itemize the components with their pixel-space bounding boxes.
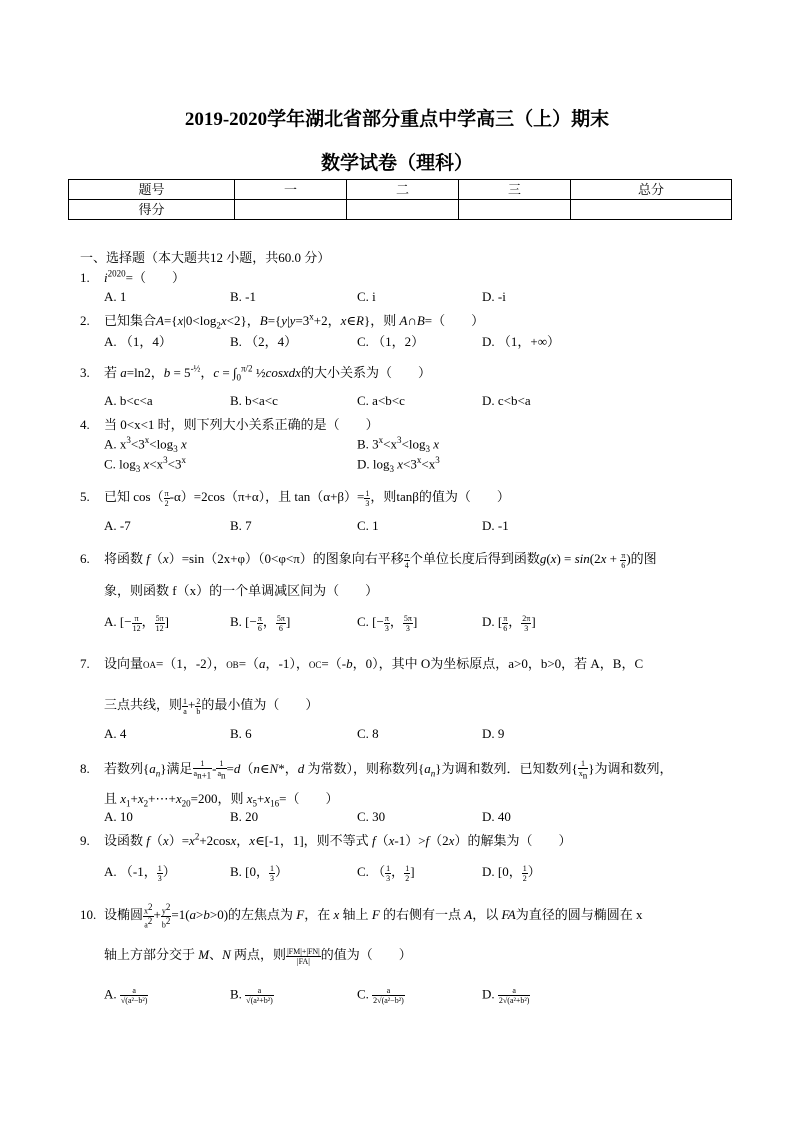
option-b: B. [0， $\frac{1}{3}$ ） xyxy=(230,863,289,883)
question-number: 5. xyxy=(80,489,90,504)
question-1: 1. $i^{2020}=$（ ） xyxy=(80,268,185,285)
option-d: D. 40 xyxy=(482,809,511,824)
score-header-cell: 总分 xyxy=(571,180,732,200)
option-d: D. 9 xyxy=(482,726,505,741)
option-d: D. $\frac{a}{\text{2√(a²+b²)}}$ xyxy=(482,986,530,1005)
option-d: D. -1 xyxy=(482,518,509,533)
question-number: 8. xyxy=(80,761,90,776)
option-c: C. [− $\frac{\pi}{3}$ ， $\frac{5\pi}{3}$ ] xyxy=(357,613,418,633)
score-cell[interactable] xyxy=(235,200,347,220)
option-d: D. [ $\frac{\pi}{6}$ ， $\frac{2\pi}{3}$ ] xyxy=(482,613,536,633)
question-10-line2: 轴上方部分交于 M、N 两点，则 $\frac{|FM|+|FN|}{|FA|}$ 的值为（ ） xyxy=(104,946,412,966)
score-table-row xyxy=(69,200,732,220)
section-title: 一、选择题（本大题共12 小题，共60.0 分） xyxy=(80,250,331,265)
question-stem: 已知集合 xyxy=(104,313,157,328)
score-cell[interactable] xyxy=(459,200,571,220)
option-c: C. （1，2） xyxy=(357,334,425,349)
option-b: B. [− $\frac{\pi}{6}$ ， $\frac{5\pi}{6}$ ] xyxy=(230,613,291,633)
score-table xyxy=(68,179,732,220)
option-d: D. -i xyxy=(482,289,506,304)
question-stem: 当 0<x<1 时，则下列大小关系正确的是（ ） xyxy=(104,417,379,432)
question-stem: ，则tanβ的值为（ ） xyxy=(370,489,510,504)
score-cell[interactable] xyxy=(347,200,459,220)
question-stem: 为直径的圆与椭圆在 x xyxy=(515,907,643,923)
question-stem: ，则 xyxy=(370,313,397,328)
question-8: 8. 若数列$\{a_n\}$满足 $\frac{1}{a_{n+1}}$ - $\frac{1}{a_n}$ =d（n∈N*，d 为常数），则称数列$\{a_n\}$为调和数列．已知数列{ $\frac{1}{x_n}$ }为调和数列， xyxy=(80,759,673,781)
option-d: D. [0， $\frac{1}{2}$ ） xyxy=(482,863,541,883)
option-a: A. $x^3<3^x<\log_3$ x xyxy=(104,435,187,454)
exam-title: 2019-2020学年湖北省部分重点中学高三（上）期末 xyxy=(184,109,610,130)
question-number: 6. xyxy=(80,551,90,566)
option-a: A. 4 xyxy=(104,726,127,741)
option-a: A. [− $\frac{\pi}{12}$ ， $\frac{5\pi}{12}$ ] xyxy=(104,613,169,633)
option-a: A. 10 xyxy=(104,809,133,824)
score-header-cell: 二 xyxy=(347,180,459,200)
question-6: 6. 将函数 f（x）=sin（2x+φ）（0<φ<π）的图象向右平移 $\frac{\pi}{4}$ 个单位长度后得到函数g(x) = sin(2x + $\frac{\pi}{6}$ )的图 xyxy=(80,550,657,570)
option-c: C. a<b<c xyxy=(357,393,405,408)
question-stem: 为调和数列， xyxy=(594,761,673,776)
option-d: D. c<b<a xyxy=(482,393,531,408)
option-b: B. b<a<c xyxy=(230,393,278,408)
option-c: C. 1 xyxy=(357,518,379,533)
option-b: B. （2，4） xyxy=(230,334,298,349)
question-8-line2: 且 $x_1+x_2+\cdots+x_{20}=200$，则 $x_5+x_{16}=$（ ） xyxy=(104,791,339,809)
option-c: C. i xyxy=(357,289,376,304)
question-10: 10. 设椭圆 $\frac{x^2}{a^2}$ + $\frac{y^2}{b^2}$ =1(a>b>0)的左焦点为 F，在 x 轴上 F 的右侧有一点 A，以 FA为直径的圆与椭圆在 x xyxy=(80,902,643,930)
score-cell[interactable] xyxy=(571,200,732,220)
option-a: A. $\frac{a}{\text{√(a²−b²)}}$ xyxy=(104,986,148,1005)
question-7-line2: 三点共线，则 $\frac{1}{a}$ + $\frac{2}{b}$ 的最小值为（ ） xyxy=(104,696,319,716)
option-b: B. $3^x<x^3<\log_3$ x xyxy=(357,435,439,454)
question-6-line2: 象，则函数 f（x）的一个单调减区间为（ ） xyxy=(104,583,379,598)
question-4 xyxy=(80,414,379,433)
option-d: D. $\log_3 x<3^x<x^3$ xyxy=(357,455,440,474)
question-number: 1. xyxy=(80,270,90,285)
question-number: 2. xyxy=(80,313,90,328)
question-number: 10. xyxy=(80,907,97,923)
option-b: B. 6 xyxy=(230,726,252,741)
question-stem: 的大小关系为（ ） xyxy=(300,365,431,380)
option-d: D. （1，+∞） xyxy=(482,334,560,349)
option-c: C. $\log_3 x<x^3<3^x$ xyxy=(104,455,187,474)
option-a: A. b<c<a xyxy=(104,393,153,408)
question-7: 7. 设向量OA=（1，-2），OB=（a，-1），OC=（-b，0），其中 O为坐标原点，a>0，b>0，若 A，B，C xyxy=(80,656,644,671)
option-a: A. （1，4） xyxy=(104,334,172,349)
question-3: 3. 若 a=ln2，$b = 5^{-\frac{1}{2}}$，$c = \int_0^{\pi/2}$ ½cosxdx的大小关系为（ ） xyxy=(80,363,431,383)
question-5: 5. 已知 cos（ $\frac{\pi}{2}$ -α）=2cos（π+α），且 tan（α+β）= $\frac{1}{3}$ ，则tanβ的值为（ ） xyxy=(80,488,510,508)
question-stem: 的解集为（ ） xyxy=(467,833,572,848)
question-2: 2. 已知集合$A=\{x|0<\log_2x<2\}$，$B=\{y|y=3^x+2$，x∈R}，则 A∩B=（ ） xyxy=(80,311,485,331)
question-stem: 的最小值为（ ） xyxy=(201,697,319,712)
question-9: 9. 设函数 $f(x)=x^2+2\cos x$，x∈[-1，1]，则不等式 f（x-1）>f（2x）的解集为（ ） xyxy=(80,831,572,848)
option-b: B. 20 xyxy=(230,809,259,824)
option-a: A. （-1， $\frac{1}{3}$ ） xyxy=(104,863,176,883)
option-a: A. -7 xyxy=(104,518,131,533)
question-number: 3. xyxy=(80,365,90,380)
option-b: B. -1 xyxy=(230,289,256,304)
question-number: 9. xyxy=(80,833,90,848)
question-stem: （ ） xyxy=(432,313,485,328)
score-row-label: 得分 xyxy=(69,200,235,220)
option-c: C. 8 xyxy=(357,726,379,741)
question-number: 7. xyxy=(80,656,90,671)
option-b: B. $\frac{a}{\text{√(a²+b²)}}$ xyxy=(230,986,273,1005)
question-number: 4. xyxy=(80,417,90,432)
option-c: C. $\frac{a}{\text{2√(a²−b²)}}$ xyxy=(357,986,404,1005)
option-c: C. 30 xyxy=(357,809,386,824)
score-header-cell: 题号 xyxy=(69,180,235,200)
score-table-header-row xyxy=(69,180,732,200)
option-c: C. （ $\frac{1}{3}$ ， $\frac{1}{2}$ ] xyxy=(357,863,415,883)
exam-subtitle: 数学试卷（理科） xyxy=(320,153,473,174)
question-stem: 的值为（ ） xyxy=(320,947,412,962)
score-header-cell: 一 xyxy=(235,180,347,200)
score-header-cell: 三 xyxy=(459,180,571,200)
option-a: A. 1 xyxy=(104,289,127,304)
option-b: B. 7 xyxy=(230,518,252,533)
question-stem: ，其中 O为坐标原点，a>0，b>0，若 A，B，C xyxy=(378,656,644,671)
